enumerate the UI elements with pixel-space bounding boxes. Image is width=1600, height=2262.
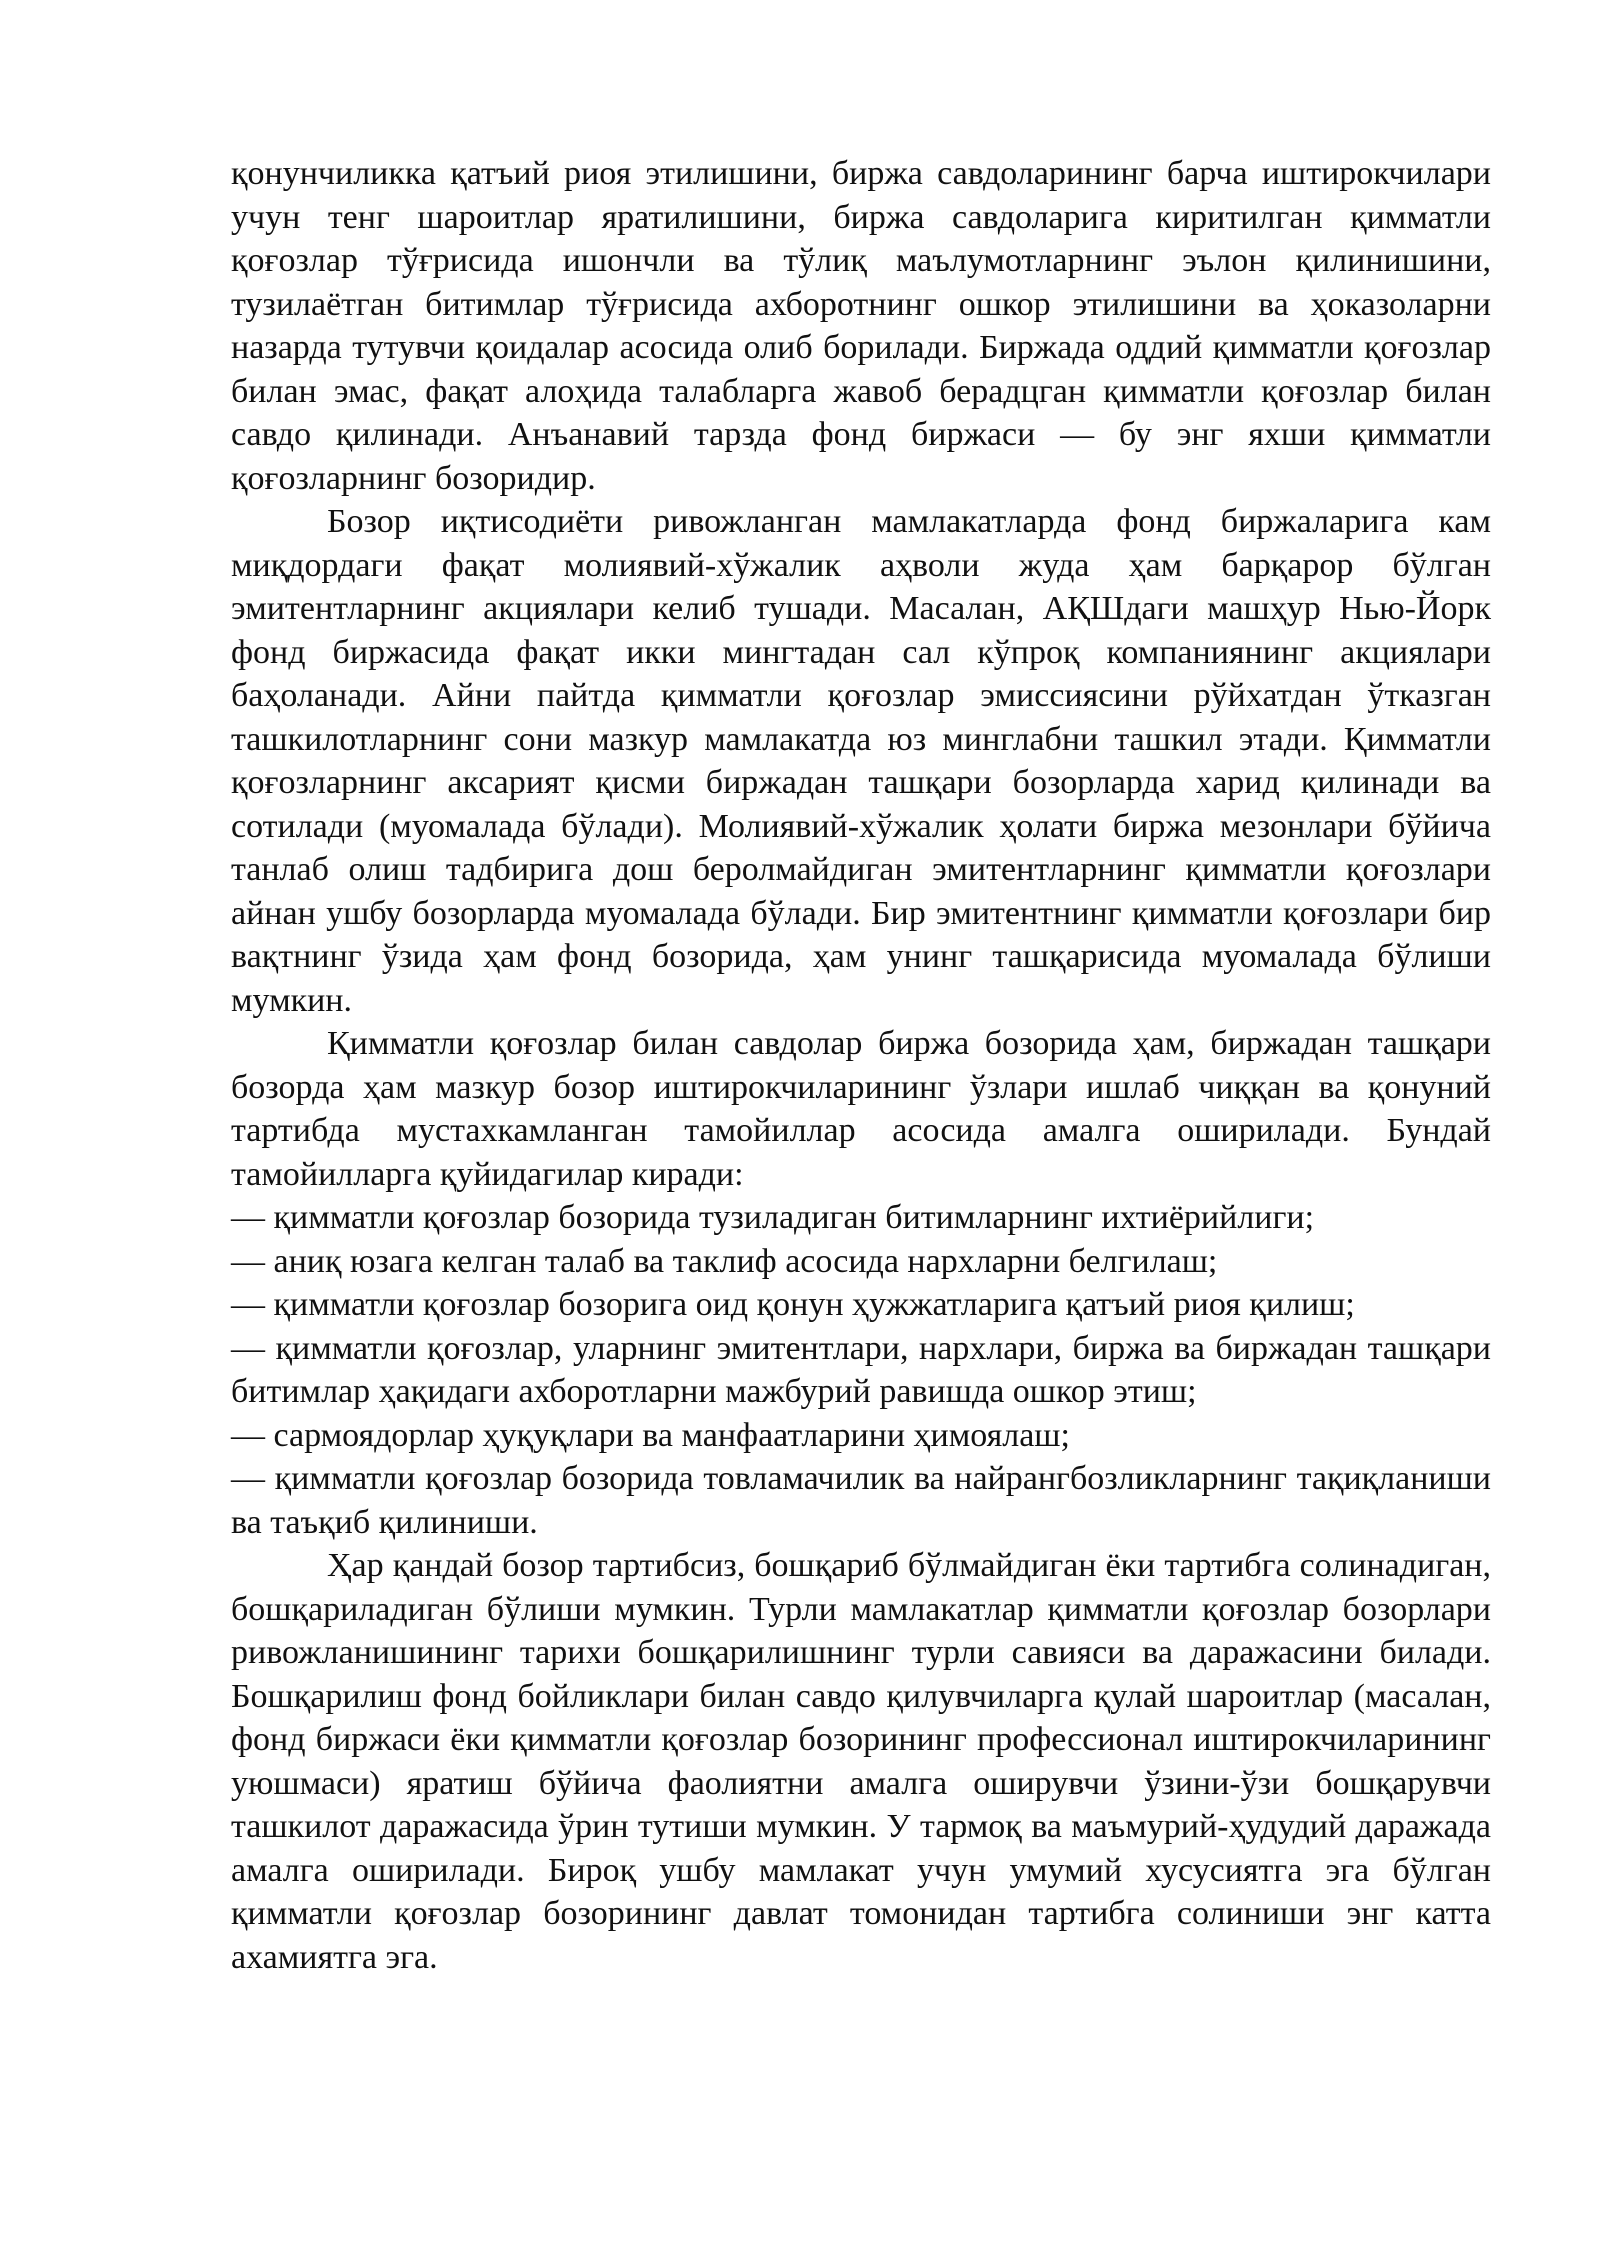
list-item: — қимматли қоғозлар бозорида тузиладиган битимларнинг ихтиёрийлиги; [231,1199,1315,1236]
paragraph-trading-principles: Қимматли қоғозлар билан савдолар биржа бозорида ҳам, биржадан ташқари бозорда ҳам мазкур бозор иштирокчиларининг ўзлари ишлаб чиққан ва қонуний тартибда мустахкамланган тамойиллар асосида амалга оширилади. Бундай тамойилларга қуйидагилар киради: [231,1025,1491,1193]
list-item: — қимматли қоғозлар, уларнинг эмитентлари, нархлари, биржа ва биржадан ташқари битимлар ҳақидаги ахборотларни мажбурий равишда ошкор этиш; [231,1329,1491,1410]
paragraph-continuation: қонунчиликка қатъий риоя этилишини, биржа савдоларининг барча иштирокчилари учун тенг шароитлар яратилишини, биржа савдоларига киритилган қимматли қоғозлар тўғрисида ишончли ва тўлиқ маълумотларнинг эълон қилинишини, тузилаётган битимлар тўғрисида ахборотнинг ошкор этилишини ва ҳоказоларни назарда тутувчи қоидалар асосида олиб борилади. Биржада оддий қимматли қоғозлар билан эмас, фақат алоҳида талабларга жавоб берадцган қимматли қоғозлар билан савдо қилинади. Анъанавий тарзда фонд биржаси — бу энг яхши қимматли қоғозларнинг бозоридир. [231,155,1491,497]
document-body [231,152,1491,1979]
list-item: — қимматли қоғозлар бозорига оид қонун ҳужжатларига қатъий риоя қилиш; [231,1286,1355,1323]
paragraph-developed-markets: Бозор иқтисодиёти ривожланган мамлакатларда фонд биржаларига кам миқдордаги фақат молиявий-хўжалик аҳволи жуда ҳам барқарор бўлган эмитентларнинг акциялари келиб тушади. Масалан, АҚШдаги машҳур Нью-Йорк фонд биржасида фақат икки мингтадан сал кўпроқ компаниянинг акциялари баҳоланади. Айни пайтда қимматли қоғозлар эмиссиясини рўйхатдан ўтказган ташкилотларнинг сони мазкур мамлакатда юз минглабни ташкил этади. Қимматли қоғозларнинг аксарият қисми биржадан ташқари бозорларда харид қилинади ва сотилади (муомалада бўлади). Молиявий-хўжалик ҳолати биржа мезонлари бўйича танлаб олиш тадбирига дош беролмайдиган эмитентларнинг қимматли қоғозлари айнан ушбу бозорларда муомалада бўлади. Бир эмитентнинг қимматли қоғозлари бир вақтнинг ўзида ҳам фонд бозорида, ҳам унинг ташқарисида муомалада бўлиши мумкин. [231,503,1491,1019]
paragraph-market-regulation: Ҳар қандай бозор тартибсиз, бошқариб бўлмайдиган ёки тартибга солинадиган, бошқариладиган бўлиши мумкин. Турли мамлакатлар қимматли қоғозлар бозорлари ривожланишининг тарихи бошқарилишнинг турли савияси ва даражасини билади. Бошқарилиш фонд бойликлари билан савдо қилувчиларга қулай шароитлар (масалан, фонд биржаси ёки қимматли қоғозлар бозорининг профессионал иштирокчиларининг уюшмаси) яратиш бўйича фаолиятни амалга оширувчи ўзини-ўзи бошқарувчи ташкилот даражасида ўрин тутиши мумкин. У тармоқ ва маъмурий-ҳудудий даражада амалга оширилади. Бироқ ушбу мамлакат учун умумий хусусиятга эга бўлган қимматли қоғозлар бозорининг давлат томонидан тартибга солиниши энг катта ахамиятга эга. [231,1547,1491,1976]
list-item: — қимматли қоғозлар бозорида товламачилик ва найрангбозликларнинг тақиқланиши ва таъқиб қилиниши. [231,1460,1491,1541]
list-item: — аниқ юзага келган талаб ва таклиф асосида нархларни белгилаш; [231,1242,1218,1280]
principles-list [231,1196,1491,1544]
list-item: — сармоядорлар ҳуқуқлари ва манфаатларини ҳимоялаш; [231,1416,1070,1454]
